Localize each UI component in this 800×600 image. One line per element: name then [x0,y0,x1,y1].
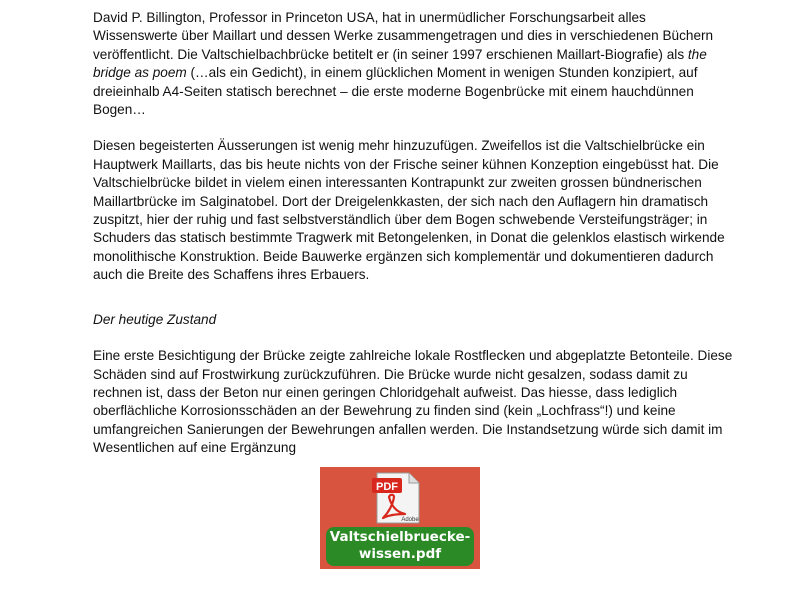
paragraph-text: David P. Billington, Professor in Princeton USA, hat in unermüdlicher Forschungsarbeit alles Wissenswerte über Maillart und dessen Werke zusammengetragen und dies in verschiedenen Büchern veröffentlicht. Die Valtschielbachbrücke betitelt er (in seiner 1997 erschienen Maillart-Biografie) als [93,10,714,62]
pdf-file-icon [369,470,425,526]
filename-line: wissen.pdf [358,546,442,562]
paragraph-assessment: Diesen begeisterten Äusserungen ist wenig mehr hinzuzufügen. Zweifellos ist die Valtschielbrücke ein Hauptwerk Maillarts, das bis heute nichts von der Frische seiner kühnen Konzeption eingebüsst hat. Die Valtschielbrücke bildet in vielem einen interessanten Kontrapunkt zur zweiten grossen bündnerischen Maillartbrücke im Salginatobel. Dort der Dreigelenkkasten, der sich nach den Auflagern hin dramatisch zuspitzt, hier der ruhig und fast selbstverständlich über dem Bogen schwebende Versteifungsträger; in Schuders das statisch bestimmte Tragwerk mit Betongelenken, in Donat die gelenklos elastisch wirkende monolithische Konstruktion. Beide Bauwerke ergänzen sich komplementär und dokumentieren dadurch auch die Breite des Schaffens ihres Erbauers. [93,138,725,283]
paragraph-billington [93,9,733,119]
attachment-filename [326,527,474,566]
paragraph-text: (…als ein Gedicht), in einem glücklichen Moment in wenigen Stunden konzipiert, auf dreieinhalb A4-Seiten statisch berechnet – die erste moderne Bogenbrücke mit einem hauchdünnen Bogen… [93,65,698,118]
pdf-attachment[interactable] [320,467,480,569]
paragraph-condition: Eine erste Besichtigung der Brücke zeigte zahlreiche lokale Rostflecken und abgeplatzte Betonteile. Diese Schäden sind auf Frostwirkung zurückzuführen. Die Brücke wurde nicht gesalzen, sodass damit zu rechnen ist, dass der Beton nur einen geringen Chloridgehalt aufweist. Das hiesse, dass lediglich oberflächliche Korrosionsschäden an der Bewehrung zu finden sind (kein „Lochfrass“!) und keine umfangreichen Sanierungen der Bewehrungen anfallen werden. Die Instandsetzung würde sich damit im Wesentlichen auf eine Ergänzung [93,348,733,456]
pdf-badge-text: PDF [376,481,398,493]
document-body [93,9,733,458]
section-heading: Der heutige Zustand [93,311,217,327]
filename-line: Valtschielbruecke- [329,529,471,545]
adobe-brand-text: Adobe [401,517,419,523]
emphasis-text: the bridge as poem [93,46,707,81]
